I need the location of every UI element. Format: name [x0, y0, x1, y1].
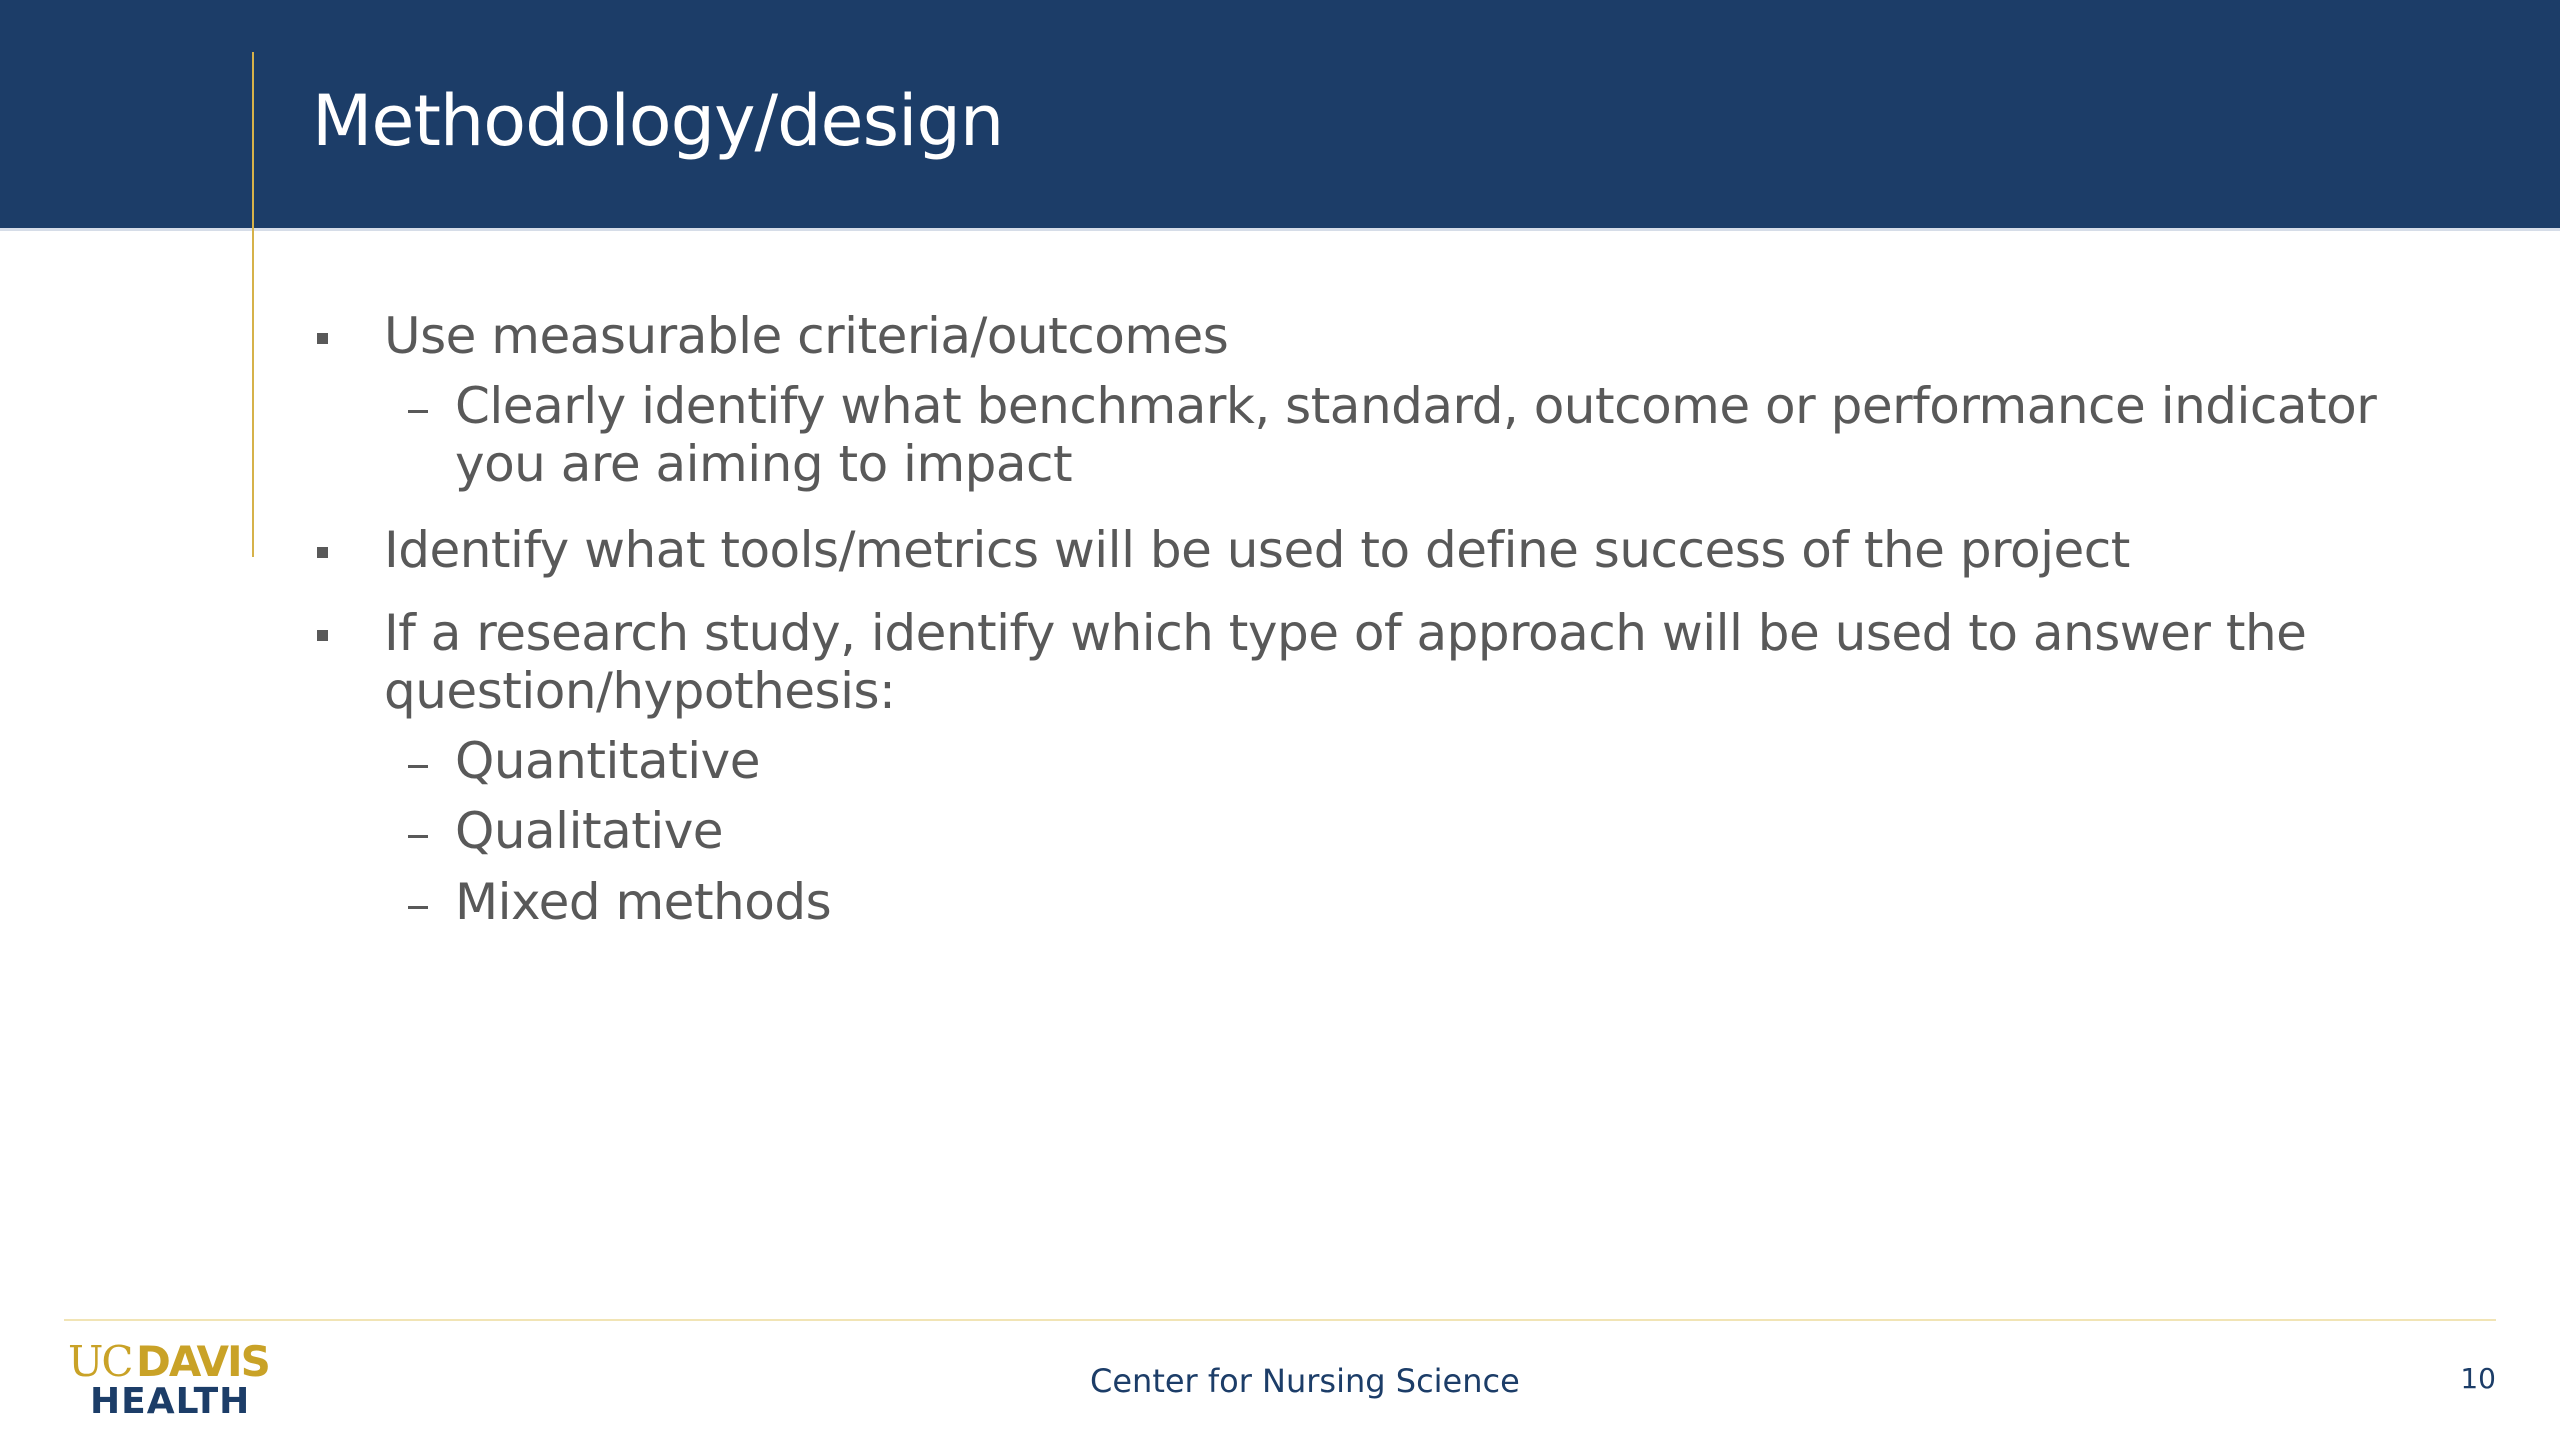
- bullet-item-2: Identify what tools/metrics will be used to define success of the project: [384, 521, 2130, 579]
- sub-bullet-1-line-1: Clearly identify what benchmark, standard, outcome or performance indicator: [455, 377, 2377, 435]
- page-number: 10: [2460, 1362, 2496, 1395]
- ucdavis-health-logo: [68, 1338, 288, 1428]
- footer-center-text: Center for Nursing Science: [1090, 1362, 1520, 1400]
- sub-bullet-qualitative: Qualitative: [455, 802, 724, 860]
- logo-uc-text: UC: [68, 1337, 132, 1386]
- logo-health-text: HEALTH: [90, 1381, 251, 1422]
- footer-divider: [64, 1319, 2496, 1321]
- sub-bullet-quantitative: Quantitative: [455, 732, 760, 790]
- bullet-item-3-line-2: question/hypothesis:: [384, 662, 896, 720]
- logo-davis-text: DAVIS: [136, 1337, 269, 1386]
- dash-bullet-icon: [408, 835, 428, 838]
- square-bullet-icon: [317, 630, 328, 641]
- dash-bullet-icon: [408, 906, 428, 909]
- dash-bullet-icon: [408, 765, 428, 768]
- square-bullet-icon: [317, 333, 328, 344]
- square-bullet-icon: [317, 547, 328, 558]
- bullet-item-3-line-1: If a research study, identify which type of approach will be used to answer the: [384, 604, 2307, 662]
- sub-bullet-1-line-2: you are aiming to impact: [455, 435, 1073, 493]
- sub-bullet-mixed-methods: Mixed methods: [455, 873, 832, 931]
- slide-title: Methodology/design: [312, 80, 1004, 162]
- bullet-item-1: Use measurable criteria/outcomes: [384, 307, 1229, 365]
- dash-bullet-icon: [408, 410, 428, 413]
